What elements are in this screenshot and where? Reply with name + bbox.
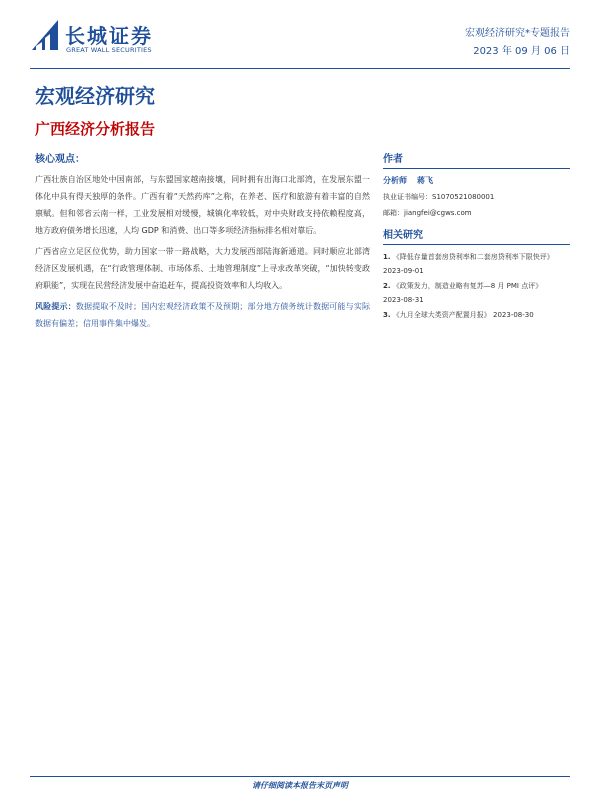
certificate-label: 执业证书编号：: [383, 193, 432, 201]
risk-warning-label: 风险提示：: [35, 302, 76, 311]
related-item-title: 《降低存量首套房贷利率和二套房贷利率下限快评》: [392, 253, 554, 261]
related-item-date: 2023-08-30: [493, 311, 534, 319]
related-research-heading: 相关研究: [383, 226, 570, 245]
risk-warning-text: 数据提取不及时；国内宏观经济政策不及预期；部分地方债务统计数据可能与实际数据有偏差；信用事件集中爆发。: [35, 302, 370, 328]
risk-warning: [35, 298, 370, 332]
related-item[interactable]: [383, 251, 570, 264]
related-item-title: 《九月全球大类资产配置月报》: [392, 311, 491, 319]
core-paragraph: 广西省应立足区位优势，助力国家一带一路战略，大力发展西部陆海新通道。同时顺应北部湾经济区发展机遇，在“行政管理体制、市场体系、土地管理制度”上寻求改革突破，“加快转变政府职能”，实现在民营经济发展中奋追赶车，提高投资效率和人均收入。: [35, 247, 370, 290]
related-item-number: 1.: [383, 253, 391, 261]
footer-disclaimer: 请仔细阅读本报告末页声明: [252, 781, 348, 790]
analyst-role: 分析师: [383, 176, 407, 185]
company-logo: [30, 18, 195, 62]
related-item-title: 《政策发力，制造业略有复苏—8 月 PMI 点评》: [392, 282, 543, 290]
email-label: 邮箱：: [383, 209, 404, 217]
brand-name: 长城证券: [65, 24, 153, 48]
related-item[interactable]: [383, 309, 570, 322]
certificate-number: S1070521080001: [432, 193, 495, 201]
related-item-date: 2023-09-01: [383, 267, 424, 275]
author-heading: 作者: [383, 150, 570, 169]
core-viewpoints-label: 核心观点：: [35, 154, 85, 165]
brand-english-name: GREAT WALL SECURITIES: [66, 46, 152, 54]
related-item-date: 2023-08-31: [383, 296, 424, 304]
report-type: 宏观经济研究*专题报告: [465, 28, 570, 39]
related-item[interactable]: [383, 280, 570, 293]
related-research-section: [383, 226, 570, 322]
related-item-number: 3.: [383, 311, 391, 319]
page-header: [30, 18, 570, 66]
footer-divider: [30, 776, 570, 777]
core-viewpoints-section: [35, 150, 370, 332]
certificate-line: [383, 192, 570, 202]
related-item-number: 2.: [383, 282, 391, 290]
analyst-line: [383, 175, 570, 186]
report-date: 2023 年 09 月 06 日: [473, 46, 570, 57]
sidebar: [383, 150, 570, 325]
analyst-name: 蒋飞: [417, 176, 433, 185]
email-line: [383, 208, 570, 218]
core-paragraph: 广西壮族自治区地处中国南部，与东盟国家越南接壤，同时拥有出海口北部湾，在发展东盟一体化中具有得天独厚的条件。广西有着“天然药库”之称，在养老、医疗和旅游有着丰富的自然禀赋。但和邻省云南一样，工业发展相对缓慢，城镇化率较低，对中央财政支持依赖程度高，地方政府债务增长迅速，人均 GDP 和消费、出口等多项经济指标排名相对靠后。: [35, 175, 370, 235]
report-subtitle: 广西经济分析报告: [35, 120, 156, 138]
great-wall-logo-icon: [30, 18, 60, 52]
email-link[interactable]: jiangfei@cgws.com: [404, 209, 472, 217]
header-divider: [30, 68, 570, 69]
page-title: 宏观经济研究: [35, 84, 155, 108]
